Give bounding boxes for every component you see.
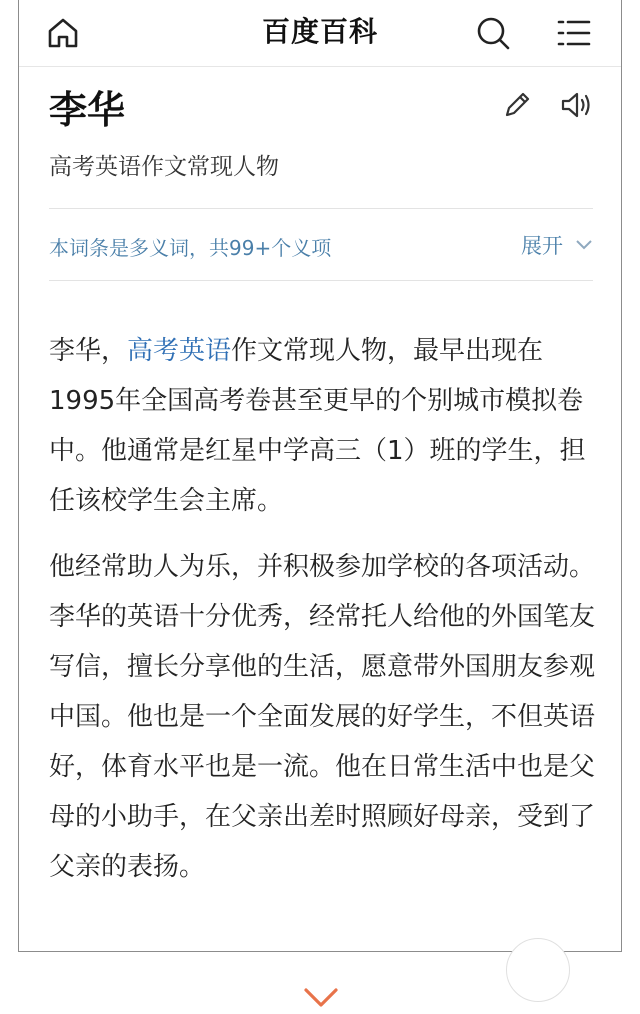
divider-bottom (49, 280, 593, 281)
top-bar (19, 0, 621, 67)
article-content (49, 326, 597, 908)
p1-rest: 作文常现人物，最早出现在1995年全国高考卷甚至更早的个别城市模拟卷中。他通常是红星中学高三（1）班的学生，担任该校学生会主席。 (49, 336, 586, 516)
expand-button[interactable] (521, 230, 593, 260)
expand-label: 展开 (521, 234, 563, 258)
divider-top (49, 208, 593, 209)
menu-button[interactable] (554, 13, 594, 53)
entry-title: 李华 (49, 88, 126, 132)
voice-button[interactable] (557, 85, 597, 125)
polysemy-row (49, 210, 593, 280)
phone-frame (18, 0, 622, 952)
scroll-down-arrow-icon[interactable] (303, 986, 339, 1010)
search-button[interactable] (473, 13, 513, 53)
paragraph-1 (49, 326, 597, 526)
search-icon (475, 15, 511, 51)
link-gaokao-english[interactable]: 高考英语 (127, 336, 232, 366)
paragraph-2: 他经常助人为乐，并积极参加学校的各项活动。李华的英语十分优秀，经常托人给他的外国笔友写信，擅长分享他的生活，愿意带外国朋友参观中国。他也是一个全面发展的好学生，不但英语好，体育水平也是一流。他在日常生活中也是父母的小助手，在父亲出差时照顾好母亲，受到了父亲的表扬。 (49, 552, 596, 882)
back-to-top-button[interactable] (506, 938, 570, 1002)
entry-subtitle: 高考英语作文常现人物 (49, 154, 279, 180)
edit-icon (501, 89, 533, 121)
p1-prefix: 李华， (49, 336, 128, 366)
menu-icon (557, 17, 591, 49)
chevron-down-icon (575, 239, 593, 251)
voice-icon (559, 89, 595, 121)
edit-button[interactable] (497, 85, 537, 125)
brand-title: 百度百科 (261, 15, 378, 48)
title-row (19, 67, 621, 143)
polysemy-text: 本词条是多义词，共99+个义项 (49, 236, 332, 260)
